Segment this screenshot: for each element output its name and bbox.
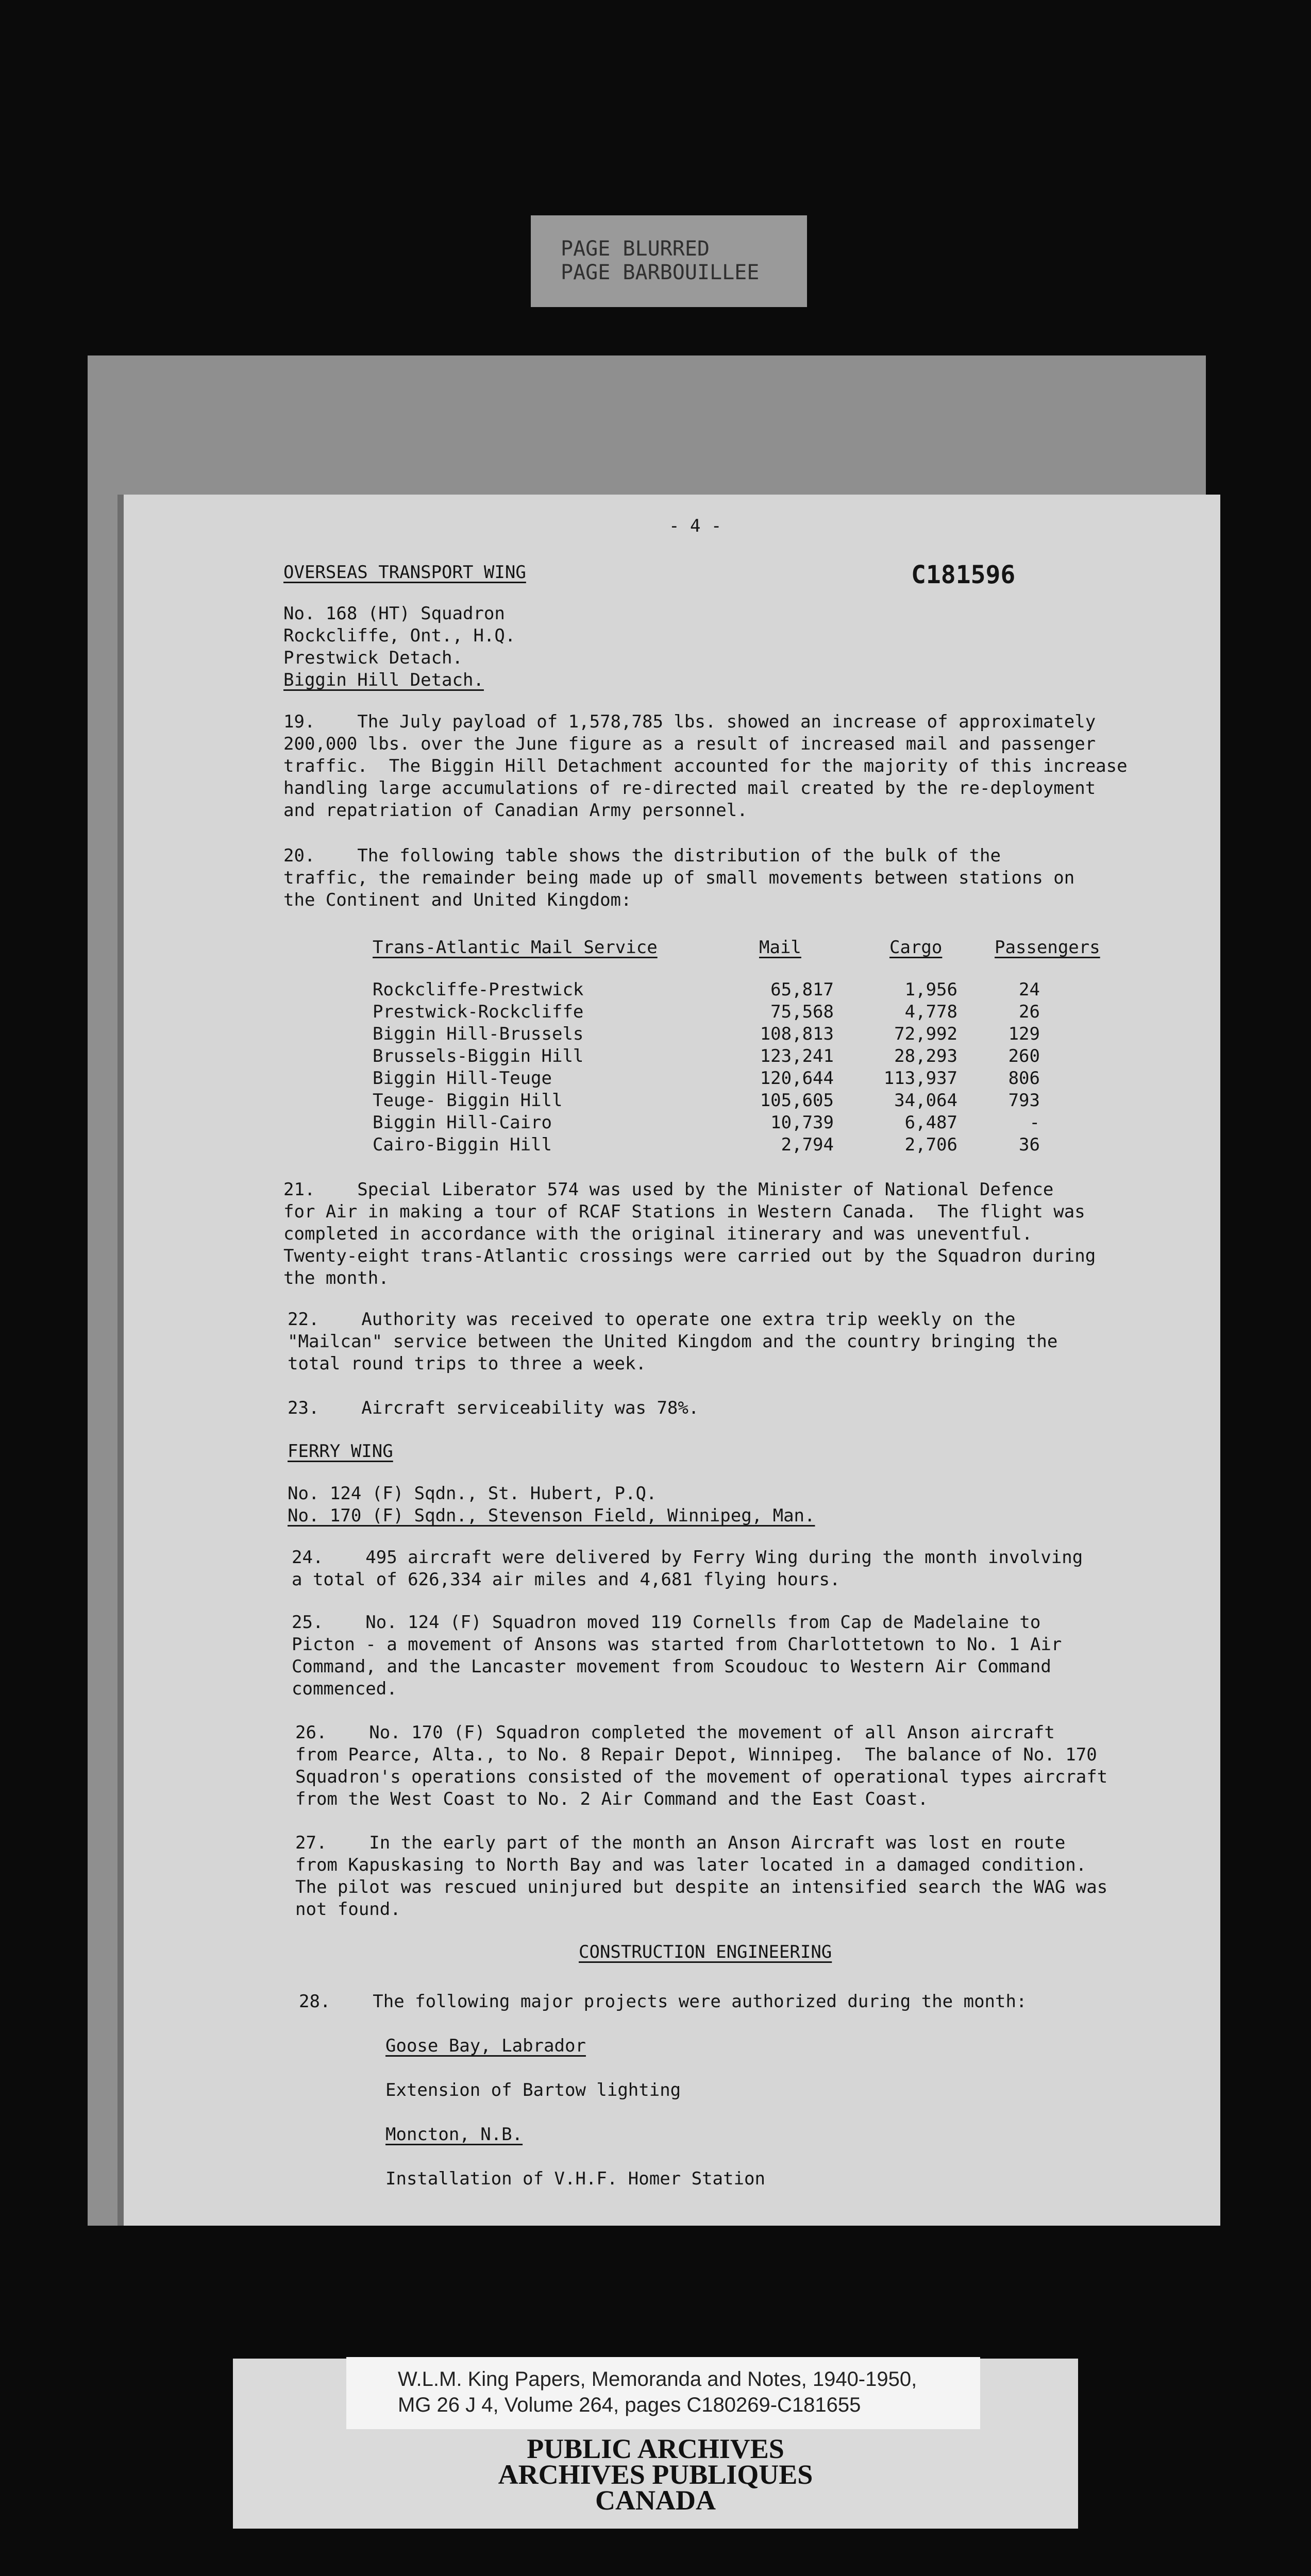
para26-line: from the West Coast to No. 2 Air Command and the East Coast. — [295, 1789, 929, 1809]
project-item: Installation of V.H.F. Homer Station — [385, 2168, 765, 2189]
citation-line-1: W.L.M. King Papers, Memoranda and Notes, 1940-1950, — [398, 2368, 917, 2391]
citation-line-2: MG 26 J 4, Volume 264, pages C180269-C181655 — [398, 2394, 861, 2416]
table-cell-route: Cairo-Biggin Hill — [373, 1134, 552, 1155]
para24-line: 24. 495 aircraft were delivered by Ferry Wing during the month involving — [292, 1547, 1083, 1568]
project-place: Moncton, N.B. — [385, 2124, 523, 2145]
para27-line: not found. — [295, 1899, 401, 1920]
para19-line: 19. The July payload of 1,578,785 lbs. showed an increase of approximately — [283, 711, 1096, 732]
table-cell-route: Teuge- Biggin Hill — [373, 1090, 563, 1111]
project-place: Goose Bay, Labrador — [385, 2036, 586, 2056]
table-header-mail: Mail — [759, 937, 801, 958]
para26-line: 26. No. 170 (F) Squadron completed the movement of all Anson aircraft — [295, 1722, 1055, 1743]
para27-line: 27. In the early part of the month an Anson Aircraft was lost en route — [295, 1833, 1066, 1853]
para25-line: Picton - a movement of Ansons was started from Charlottetown to No. 1 Air — [292, 1634, 1062, 1655]
unit-line: Prestwick Detach. — [283, 648, 463, 668]
para21-line: the month. — [283, 1268, 389, 1289]
para25-line: commenced. — [292, 1679, 397, 1699]
unit-line: Rockcliffe, Ont., H.Q. — [283, 625, 516, 646]
table-cell-mail: 65,817 — [770, 979, 834, 1000]
para20-line: the Continent and United Kingdom: — [283, 890, 632, 910]
table-cell-mail: 105,605 — [760, 1090, 834, 1111]
table-cell-route: Biggin Hill-Brussels — [373, 1024, 584, 1044]
para20-line: traffic, the remainder being made up of small movements between stations on — [283, 868, 1075, 888]
table-cell-passengers: - — [1029, 1112, 1040, 1133]
archives-line-3: CANADA — [595, 2485, 716, 2516]
archives-line-2: ARCHIVES PUBLIQUES — [498, 2459, 813, 2490]
table-cell-cargo: 4,778 — [904, 1002, 957, 1022]
table-cell-cargo: 6,487 — [904, 1112, 957, 1133]
para25-line: 25. No. 124 (F) Squadron moved 119 Cornells from Cap de Madelaine to — [292, 1612, 1041, 1633]
para22-line: 22. Authority was received to operate one extra trip weekly on the — [288, 1309, 1016, 1330]
table-cell-cargo: 113,937 — [883, 1068, 957, 1089]
stamp-line-2: PAGE BARBOUILLEE — [561, 261, 760, 284]
table-cell-mail: 2,794 — [781, 1134, 834, 1155]
para27-line: The pilot was rescued uninjured but despite an intensified search the WAG was — [295, 1877, 1108, 1897]
unit-line: Biggin Hill Detach. — [283, 670, 484, 690]
unit-line: No. 170 (F) Sqdn., Stevenson Field, Winnipeg, Man. — [288, 1505, 815, 1526]
para22-line: total round trips to three a week. — [288, 1353, 646, 1374]
unit-line: No. 124 (F) Sqdn., St. Hubert, P.Q. — [288, 1483, 657, 1504]
table-cell-cargo: 28,293 — [894, 1046, 957, 1066]
table-cell-mail: 10,739 — [770, 1112, 834, 1133]
table-cell-mail: 120,644 — [760, 1068, 834, 1089]
table-cell-route: Biggin Hill-Teuge — [373, 1068, 552, 1089]
document-code: C181596 — [911, 561, 1016, 589]
page-number: - 4 - — [669, 516, 722, 536]
table-cell-route: Biggin Hill-Cairo — [373, 1112, 552, 1133]
para20-line: 20. The following table shows the distribution of the bulk of the — [283, 845, 1001, 866]
unit-line: No. 168 (HT) Squadron — [283, 603, 505, 624]
para19-line: 200,000 lbs. over the June figure as a result of increased mail and passenger — [283, 734, 1096, 754]
table-cell-cargo: 1,956 — [904, 979, 957, 1000]
table-cell-route: Rockcliffe-Prestwick — [373, 979, 584, 1000]
para23-line: 23. Aircraft serviceability was 78%. — [288, 1398, 699, 1418]
para19-line: and repatriation of Canadian Army personnel. — [283, 800, 748, 821]
para24-line: a total of 626,334 air miles and 4,681 flying hours. — [292, 1569, 841, 1590]
table-cell-passengers: 36 — [1019, 1134, 1040, 1155]
table-cell-passengers: 793 — [1008, 1090, 1040, 1111]
table-cell-mail: 108,813 — [760, 1024, 834, 1044]
blurred-page-stamp — [531, 215, 807, 307]
document-page — [117, 495, 1220, 2226]
table-cell-passengers: 260 — [1008, 1046, 1040, 1066]
table-cell-cargo: 2,706 — [904, 1134, 957, 1155]
archives-line-1: PUBLIC ARCHIVES — [527, 2433, 784, 2464]
table-cell-cargo: 34,064 — [894, 1090, 957, 1111]
table-cell-passengers: 26 — [1019, 1002, 1040, 1022]
para21-line: 21. Special Liberator 574 was used by the Minister of National Defence — [283, 1179, 1054, 1200]
table-header-cargo: Cargo — [889, 937, 943, 958]
citation-label — [346, 2357, 980, 2429]
para27-line: from Kapuskasing to North Bay and was later located in a damaged condition. — [295, 1855, 1087, 1875]
para26-line: Squadron's operations consisted of the movement of operational types aircraft — [295, 1767, 1108, 1787]
table-cell-passengers: 24 — [1019, 979, 1040, 1000]
table-cell-route: Prestwick-Rockcliffe — [373, 1002, 584, 1022]
table-cell-cargo: 72,992 — [894, 1024, 957, 1044]
archives-stamp — [233, 2433, 1078, 2516]
stamp-line-1: PAGE BLURRED — [561, 237, 710, 261]
para22-line: "Mailcan" service between the United Kingdom and the country bringing the — [288, 1331, 1058, 1352]
para21-line: Twenty-eight trans-Atlantic crossings were carried out by the Squadron during — [283, 1246, 1096, 1266]
para19-line: handling large accumulations of re-directed mail created by the re-deployment — [283, 778, 1096, 799]
table-header-route: Trans-Atlantic Mail Service — [373, 937, 658, 958]
project-item: Extension of Bartow lighting — [385, 2080, 681, 2100]
para21-line: for Air in making a tour of RCAF Stations in Western Canada. The flight was — [283, 1201, 1085, 1222]
table-cell-mail: 75,568 — [770, 1002, 834, 1022]
para28-line: 28. The following major projects were authorized during the month: — [299, 1991, 1027, 2012]
table-header-passengers: Passengers — [995, 937, 1100, 958]
section-heading-transport: OVERSEAS TRANSPORT WING — [283, 562, 526, 583]
section-heading-construction: CONSTRUCTION ENGINEERING — [579, 1942, 832, 1962]
table-cell-passengers: 806 — [1008, 1068, 1040, 1089]
para19-line: traffic. The Biggin Hill Detachment accounted for the majority of this increase — [283, 756, 1128, 776]
table-cell-route: Brussels-Biggin Hill — [373, 1046, 584, 1066]
section-heading-ferry: FERRY WING — [288, 1441, 393, 1462]
para25-line: Command, and the Lancaster movement from Scoudouc to Western Air Command — [292, 1656, 1051, 1677]
table-cell-passengers: 129 — [1008, 1024, 1040, 1044]
para21-line: completed in accordance with the original itinerary and was uneventful. — [283, 1224, 1033, 1244]
para26-line: from Pearce, Alta., to No. 8 Repair Depot, Winnipeg. The balance of No. 170 — [295, 1744, 1097, 1765]
table-cell-mail: 123,241 — [760, 1046, 834, 1066]
